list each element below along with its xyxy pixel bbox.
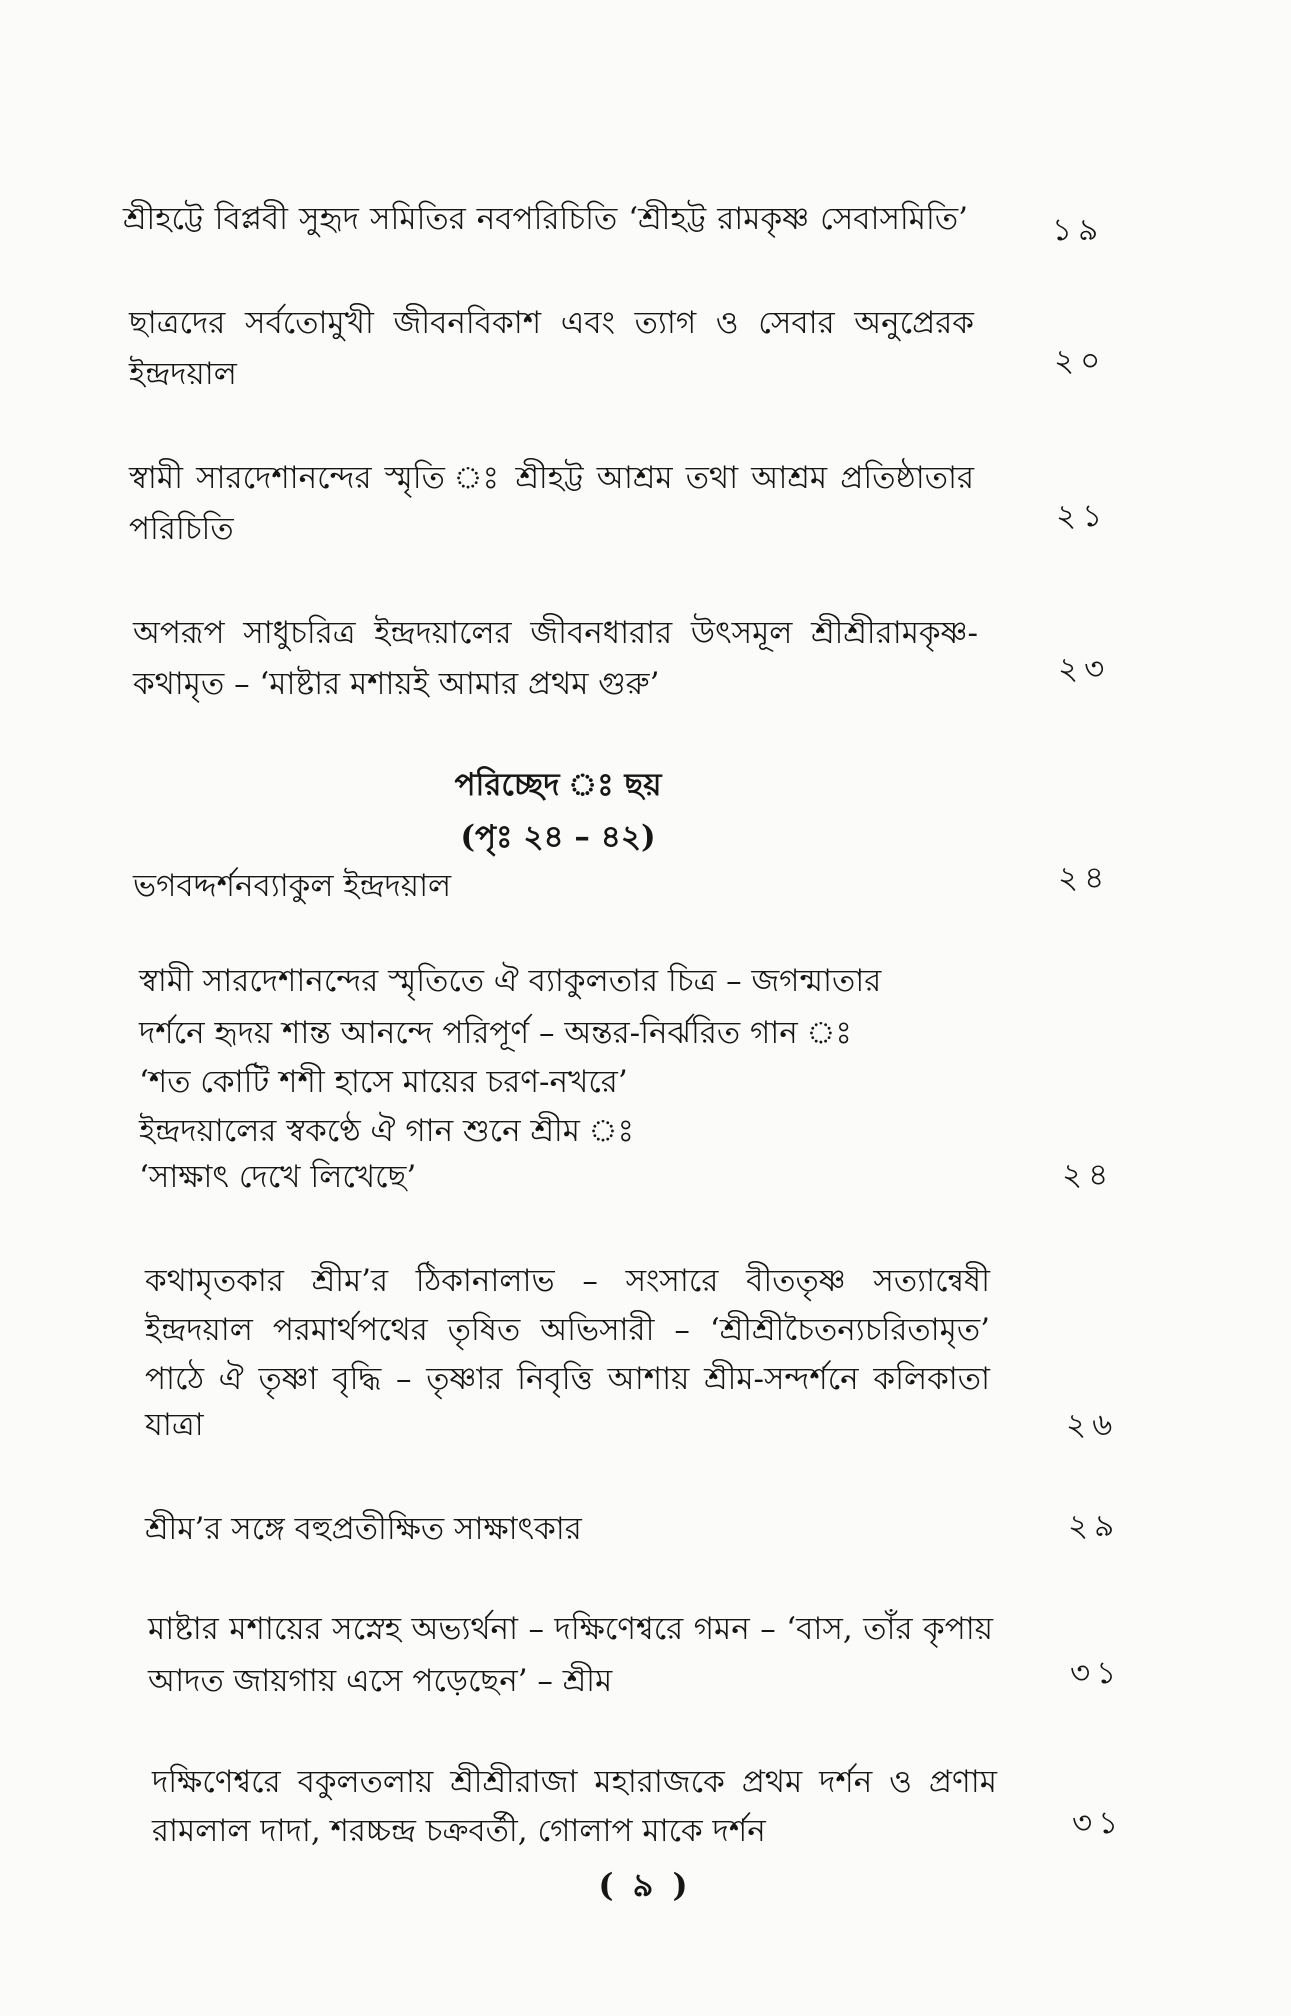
toc-entry-page-number: ২৬ <box>1066 1407 1119 1443</box>
toc-entry-text: স্বামী সারদেশানন্দের স্মৃতিতে ঐ ব্যাকুলতার চিত্র – জগন্মাতার <box>139 963 882 999</box>
toc-entry-page-number: ২০ <box>1054 343 1107 379</box>
toc-entry-text: ইন্দ্রদয়ালের স্বকণ্ঠে ঐ গান শুনে শ্রীম ঃ <box>139 1113 635 1149</box>
toc-entry-text: শ্রীম’র সঙ্গে বহুপ্রতীক্ষিত সাক্ষাৎকার <box>145 1511 582 1547</box>
toc-entry-page-number: ২৯ <box>1068 1508 1121 1544</box>
footer-page-number: ( ৯ ) <box>598 1866 692 1904</box>
toc-entry-text: অপরূপ সাধুচরিত্র ইন্দ্রদয়ালের জীবনধারার উৎসমূল শ্রীশ্রীরামকৃষ্ণ- <box>133 615 978 651</box>
chapter-title: পরিচ্ছেদ ঃ ছয় <box>454 767 662 803</box>
toc-entry-text: পাঠে ঐ তৃষ্ণা বৃদ্ধি – তৃষ্ণার নিবৃত্তি আশায় শ্রীম-সন্দর্শনে কলিকাতা <box>145 1361 990 1397</box>
toc-entry-text: দর্শনে হৃদয় শান্ত আনন্দে পরিপূর্ণ – অন্তর-নির্ঝরিত গান ঃ <box>139 1015 852 1051</box>
toc-entry-text: স্বামী সারদেশানন্দের স্মৃতি ঃ শ্রীহট্ট আশ্রম তথা আশ্রম প্রতিষ্ঠাতার <box>129 460 974 496</box>
toc-entry-text: রামলাল দাদা, শরচ্চন্দ্র চক্রবর্তী, গোলাপ মাকে দর্শন <box>152 1813 766 1849</box>
toc-entry-text: ইন্দ্রদয়াল <box>129 356 237 392</box>
toc-entry-page-number: ২১ <box>1056 498 1109 534</box>
toc-entry-text: ভগবদ্দর্শনব্যাকুল ইন্দ্রদয়াল <box>133 868 452 904</box>
toc-entry-page-number: ৩১ <box>1070 1655 1123 1691</box>
toc-entry-page-number: ২৪ <box>1058 860 1111 896</box>
toc-entry-page-number: ২৩ <box>1058 651 1111 687</box>
toc-entry-text: কথামৃত – ‘মাষ্টার মশায়ই আমার প্রথম গুরু’ <box>133 666 660 702</box>
toc-entry-page-number: ১৯ <box>1052 212 1105 248</box>
toc-entry-text: ইন্দ্রদয়াল পরমার্থপথের তৃষিত অভিসারী – ‘শ্রীশ্রীচৈতন্যচরিতামৃত’ <box>145 1312 990 1348</box>
toc-entry-text: আদত জায়গায় এসে পড়েছেন’ – শ্রীম <box>148 1663 613 1699</box>
toc-entry-text: যাত্রা <box>145 1407 204 1443</box>
toc-entry-text: শ্রীহট্টে বিপ্লবী সুহৃদ সমিতির নবপরিচিতি ‘শ্রীহট্ট রামকৃষ্ণ সেবাসমিতি’ <box>123 201 968 237</box>
toc-entry-text: ‘সাক্ষাৎ দেখে লিখেছে’ <box>139 1159 417 1195</box>
toc-entry-page-number: ৩১ <box>1072 1805 1125 1841</box>
chapter-page-range: (পৃঃ ২৪ – ৪২) <box>460 819 656 855</box>
toc-entry-text: ছাত্রদের সর্বতোমুখী জীবনবিকাশ এবং ত্যাগ ও সেবার অনুপ্রেরক <box>129 305 974 341</box>
toc-entry-text: ‘শত কোটি শশী হাসে মায়ের চরণ-নখরে’ <box>139 1064 628 1100</box>
toc-entry-text: কথামৃতকার শ্রীম’র ঠিকানালাভ – সংসারে বীততৃষ্ণ সত্যান্বেষী <box>145 1263 990 1299</box>
toc-entry-text: মাষ্টার মশায়ের সস্নেহ অভ্যর্থনা – দক্ষিণেশ্বরে গমন – ‘বাস, তাঁর কৃপায় <box>148 1611 993 1647</box>
toc-entry-text: দক্ষিণেশ্বরে বকুলতলায় শ্রীশ্রীরাজা মহারাজকে প্রথম দর্শন ও প্রণাম <box>152 1764 997 1800</box>
toc-entry-text: পরিচিতি <box>129 511 234 547</box>
toc-entry-page-number: ২৪ <box>1062 1157 1115 1193</box>
